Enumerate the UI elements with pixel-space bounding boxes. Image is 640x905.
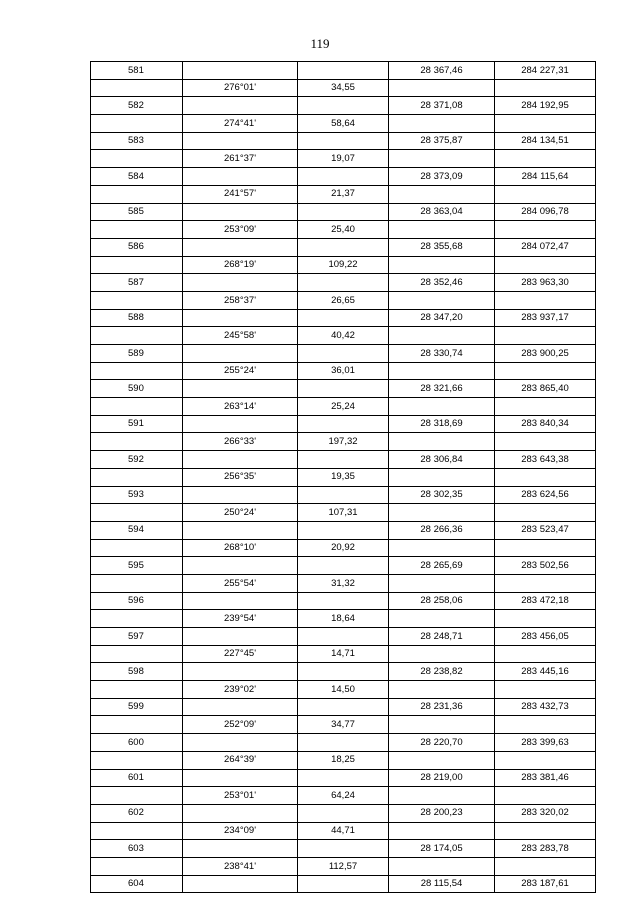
point-number: 590	[91, 380, 183, 398]
y-coordinate: 283 937,17	[495, 309, 596, 327]
y-coordinate: 283 502,56	[495, 557, 596, 575]
segment-row	[91, 79, 596, 97]
y-coordinate: 283 472,18	[495, 592, 596, 610]
point-number: 587	[91, 274, 183, 292]
empty-x-cell	[389, 645, 495, 663]
empty-length-cell	[298, 274, 389, 292]
y-coordinate: 283 963,30	[495, 274, 596, 292]
x-coordinate: 28 115,54	[389, 875, 495, 893]
empty-y-cell	[495, 291, 596, 309]
empty-point-cell	[91, 645, 183, 663]
empty-point-cell	[91, 185, 183, 203]
point-row	[91, 734, 596, 752]
empty-angle-cell	[183, 769, 298, 787]
segment-row	[91, 362, 596, 380]
empty-x-cell	[389, 504, 495, 522]
point-row	[91, 97, 596, 115]
segment-row	[91, 433, 596, 451]
empty-x-cell	[389, 539, 495, 557]
empty-length-cell	[298, 62, 389, 80]
empty-length-cell	[298, 769, 389, 787]
empty-length-cell	[298, 132, 389, 150]
y-coordinate: 283 399,63	[495, 734, 596, 752]
empty-length-cell	[298, 628, 389, 646]
empty-length-cell	[298, 168, 389, 186]
empty-x-cell	[389, 433, 495, 451]
x-coordinate: 28 174,05	[389, 840, 495, 858]
segment-length: 112,57	[298, 857, 389, 875]
empty-point-cell	[91, 539, 183, 557]
segment-row	[91, 574, 596, 592]
empty-length-cell	[298, 309, 389, 327]
segment-length: 18,64	[298, 610, 389, 628]
point-number: 591	[91, 415, 183, 433]
segment-row	[91, 185, 596, 203]
y-coordinate: 284 192,95	[495, 97, 596, 115]
segment-length: 25,40	[298, 221, 389, 239]
point-row	[91, 804, 596, 822]
empty-angle-cell	[183, 238, 298, 256]
direction-angle: 274°41'	[183, 115, 298, 133]
direction-angle: 276°01'	[183, 79, 298, 97]
point-number: 596	[91, 592, 183, 610]
direction-angle: 239°02'	[183, 681, 298, 699]
point-number: 582	[91, 97, 183, 115]
empty-x-cell	[389, 221, 495, 239]
x-coordinate: 28 373,09	[389, 168, 495, 186]
empty-angle-cell	[183, 557, 298, 575]
empty-angle-cell	[183, 875, 298, 893]
y-coordinate: 284 072,47	[495, 238, 596, 256]
point-number: 598	[91, 663, 183, 681]
x-coordinate: 28 219,00	[389, 769, 495, 787]
empty-x-cell	[389, 327, 495, 345]
x-coordinate: 28 231,36	[389, 698, 495, 716]
empty-angle-cell	[183, 840, 298, 858]
empty-length-cell	[298, 415, 389, 433]
empty-y-cell	[495, 256, 596, 274]
x-coordinate: 28 258,06	[389, 592, 495, 610]
empty-x-cell	[389, 256, 495, 274]
empty-y-cell	[495, 787, 596, 805]
empty-angle-cell	[183, 628, 298, 646]
segment-length: 34,77	[298, 716, 389, 734]
direction-angle: 234°09'	[183, 822, 298, 840]
empty-x-cell	[389, 574, 495, 592]
empty-y-cell	[495, 150, 596, 168]
direction-angle: 238°41'	[183, 857, 298, 875]
empty-x-cell	[389, 610, 495, 628]
empty-point-cell	[91, 716, 183, 734]
segment-row	[91, 256, 596, 274]
x-coordinate: 28 347,20	[389, 309, 495, 327]
coordinates-table-body	[91, 62, 596, 893]
point-row	[91, 274, 596, 292]
point-row	[91, 698, 596, 716]
x-coordinate: 28 266,36	[389, 521, 495, 539]
direction-angle: 253°01'	[183, 787, 298, 805]
x-coordinate: 28 306,84	[389, 451, 495, 469]
y-coordinate: 283 624,56	[495, 486, 596, 504]
x-coordinate: 28 321,66	[389, 380, 495, 398]
empty-point-cell	[91, 221, 183, 239]
y-coordinate: 283 840,34	[495, 415, 596, 433]
direction-angle: 241°57'	[183, 185, 298, 203]
point-number: 588	[91, 309, 183, 327]
empty-x-cell	[389, 79, 495, 97]
page-number: 119	[310, 36, 330, 51]
empty-y-cell	[495, 115, 596, 133]
segment-row	[91, 610, 596, 628]
y-coordinate: 283 445,16	[495, 663, 596, 681]
empty-point-cell	[91, 857, 183, 875]
empty-length-cell	[298, 345, 389, 363]
point-number: 597	[91, 628, 183, 646]
y-coordinate: 283 432,73	[495, 698, 596, 716]
y-coordinate: 283 523,47	[495, 521, 596, 539]
empty-point-cell	[91, 327, 183, 345]
direction-angle: 227°45'	[183, 645, 298, 663]
empty-x-cell	[389, 681, 495, 699]
point-row	[91, 309, 596, 327]
empty-y-cell	[495, 751, 596, 769]
empty-angle-cell	[183, 734, 298, 752]
segment-length: 40,42	[298, 327, 389, 345]
empty-point-cell	[91, 362, 183, 380]
point-number: 583	[91, 132, 183, 150]
point-row	[91, 769, 596, 787]
y-coordinate: 284 227,31	[495, 62, 596, 80]
segment-row	[91, 291, 596, 309]
empty-point-cell	[91, 79, 183, 97]
point-number: 586	[91, 238, 183, 256]
empty-y-cell	[495, 822, 596, 840]
y-coordinate: 283 320,02	[495, 804, 596, 822]
empty-angle-cell	[183, 592, 298, 610]
point-row	[91, 203, 596, 221]
x-coordinate: 28 367,46	[389, 62, 495, 80]
segment-row	[91, 645, 596, 663]
empty-x-cell	[389, 185, 495, 203]
point-row	[91, 628, 596, 646]
segment-row	[91, 398, 596, 416]
empty-angle-cell	[183, 486, 298, 504]
point-row	[91, 451, 596, 469]
empty-angle-cell	[183, 274, 298, 292]
segment-length: 21,37	[298, 185, 389, 203]
empty-length-cell	[298, 97, 389, 115]
segment-row	[91, 681, 596, 699]
point-row	[91, 238, 596, 256]
empty-length-cell	[298, 592, 389, 610]
x-coordinate: 28 352,46	[389, 274, 495, 292]
empty-y-cell	[495, 79, 596, 97]
point-row	[91, 132, 596, 150]
x-coordinate: 28 265,69	[389, 557, 495, 575]
empty-angle-cell	[183, 415, 298, 433]
direction-angle: 256°35'	[183, 468, 298, 486]
segment-row	[91, 504, 596, 522]
point-number: 585	[91, 203, 183, 221]
empty-y-cell	[495, 504, 596, 522]
segment-length: 109,22	[298, 256, 389, 274]
empty-angle-cell	[183, 168, 298, 186]
empty-angle-cell	[183, 663, 298, 681]
point-number: 589	[91, 345, 183, 363]
x-coordinate: 28 371,08	[389, 97, 495, 115]
point-number: 603	[91, 840, 183, 858]
empty-angle-cell	[183, 203, 298, 221]
point-row	[91, 380, 596, 398]
y-coordinate: 283 187,61	[495, 875, 596, 893]
point-number: 581	[91, 62, 183, 80]
empty-x-cell	[389, 291, 495, 309]
empty-y-cell	[495, 681, 596, 699]
point-row	[91, 62, 596, 80]
direction-angle: 253°09'	[183, 221, 298, 239]
point-row	[91, 486, 596, 504]
x-coordinate: 28 330,74	[389, 345, 495, 363]
segment-length: 58,64	[298, 115, 389, 133]
direction-angle: 261°37'	[183, 150, 298, 168]
empty-x-cell	[389, 822, 495, 840]
empty-x-cell	[389, 468, 495, 486]
segment-row	[91, 115, 596, 133]
empty-y-cell	[495, 398, 596, 416]
segment-row	[91, 221, 596, 239]
empty-angle-cell	[183, 451, 298, 469]
empty-y-cell	[495, 716, 596, 734]
empty-length-cell	[298, 203, 389, 221]
segment-length: 14,50	[298, 681, 389, 699]
empty-y-cell	[495, 468, 596, 486]
segment-row	[91, 716, 596, 734]
direction-angle: 255°24'	[183, 362, 298, 380]
empty-length-cell	[298, 380, 389, 398]
point-row	[91, 521, 596, 539]
empty-angle-cell	[183, 345, 298, 363]
empty-y-cell	[495, 221, 596, 239]
point-number: 601	[91, 769, 183, 787]
y-coordinate: 283 643,38	[495, 451, 596, 469]
coordinates-table	[90, 61, 596, 893]
empty-x-cell	[389, 751, 495, 769]
direction-angle: 255°54'	[183, 574, 298, 592]
x-coordinate: 28 200,23	[389, 804, 495, 822]
empty-angle-cell	[183, 309, 298, 327]
segment-length: 107,31	[298, 504, 389, 522]
segment-length: 25,24	[298, 398, 389, 416]
empty-x-cell	[389, 787, 495, 805]
empty-angle-cell	[183, 97, 298, 115]
empty-point-cell	[91, 681, 183, 699]
point-number: 594	[91, 521, 183, 539]
empty-x-cell	[389, 398, 495, 416]
x-coordinate: 28 363,04	[389, 203, 495, 221]
empty-angle-cell	[183, 132, 298, 150]
point-row	[91, 875, 596, 893]
point-row	[91, 840, 596, 858]
empty-x-cell	[389, 150, 495, 168]
point-row	[91, 557, 596, 575]
segment-length: 34,55	[298, 79, 389, 97]
empty-y-cell	[495, 645, 596, 663]
empty-angle-cell	[183, 521, 298, 539]
segment-length: 19,35	[298, 468, 389, 486]
point-number: 602	[91, 804, 183, 822]
point-row	[91, 345, 596, 363]
y-coordinate: 283 283,78	[495, 840, 596, 858]
segment-row	[91, 539, 596, 557]
segment-row	[91, 468, 596, 486]
x-coordinate: 28 238,82	[389, 663, 495, 681]
empty-y-cell	[495, 327, 596, 345]
empty-point-cell	[91, 504, 183, 522]
empty-point-cell	[91, 150, 183, 168]
direction-angle: 268°10'	[183, 539, 298, 557]
empty-angle-cell	[183, 804, 298, 822]
segment-length: 197,32	[298, 433, 389, 451]
empty-angle-cell	[183, 380, 298, 398]
y-coordinate: 284 096,78	[495, 203, 596, 221]
x-coordinate: 28 302,35	[389, 486, 495, 504]
point-row	[91, 592, 596, 610]
y-coordinate: 283 865,40	[495, 380, 596, 398]
segment-row	[91, 822, 596, 840]
x-coordinate: 28 375,87	[389, 132, 495, 150]
empty-length-cell	[298, 521, 389, 539]
point-row	[91, 663, 596, 681]
direction-angle: 268°19'	[183, 256, 298, 274]
segment-length: 18,25	[298, 751, 389, 769]
empty-point-cell	[91, 291, 183, 309]
empty-point-cell	[91, 433, 183, 451]
empty-length-cell	[298, 840, 389, 858]
segment-row	[91, 150, 596, 168]
point-number: 593	[91, 486, 183, 504]
point-number: 584	[91, 168, 183, 186]
empty-angle-cell	[183, 62, 298, 80]
segment-length: 14,71	[298, 645, 389, 663]
point-row	[91, 415, 596, 433]
empty-length-cell	[298, 698, 389, 716]
segment-length: 44,71	[298, 822, 389, 840]
segment-length: 31,32	[298, 574, 389, 592]
point-number: 595	[91, 557, 183, 575]
empty-y-cell	[495, 433, 596, 451]
point-row	[91, 168, 596, 186]
empty-y-cell	[495, 362, 596, 380]
direction-angle: 258°37'	[183, 291, 298, 309]
point-number: 600	[91, 734, 183, 752]
direction-angle: 264°39'	[183, 751, 298, 769]
segment-length: 26,65	[298, 291, 389, 309]
empty-length-cell	[298, 804, 389, 822]
empty-length-cell	[298, 238, 389, 256]
segment-row	[91, 857, 596, 875]
x-coordinate: 28 318,69	[389, 415, 495, 433]
segment-row	[91, 327, 596, 345]
empty-y-cell	[495, 574, 596, 592]
segment-length: 20,92	[298, 539, 389, 557]
empty-y-cell	[495, 857, 596, 875]
segment-row	[91, 751, 596, 769]
empty-x-cell	[389, 716, 495, 734]
segment-length: 36,01	[298, 362, 389, 380]
y-coordinate: 284 115,64	[495, 168, 596, 186]
empty-point-cell	[91, 787, 183, 805]
empty-point-cell	[91, 256, 183, 274]
point-number: 592	[91, 451, 183, 469]
empty-point-cell	[91, 751, 183, 769]
x-coordinate: 28 355,68	[389, 238, 495, 256]
empty-length-cell	[298, 451, 389, 469]
empty-point-cell	[91, 398, 183, 416]
empty-point-cell	[91, 610, 183, 628]
empty-length-cell	[298, 557, 389, 575]
y-coordinate: 283 900,25	[495, 345, 596, 363]
empty-x-cell	[389, 857, 495, 875]
segment-length: 64,24	[298, 787, 389, 805]
y-coordinate: 283 456,05	[495, 628, 596, 646]
direction-angle: 245°58'	[183, 327, 298, 345]
empty-point-cell	[91, 468, 183, 486]
x-coordinate: 28 248,71	[389, 628, 495, 646]
direction-angle: 263°14'	[183, 398, 298, 416]
point-number: 604	[91, 875, 183, 893]
empty-length-cell	[298, 663, 389, 681]
direction-angle: 252°09'	[183, 716, 298, 734]
empty-x-cell	[389, 115, 495, 133]
y-coordinate: 283 381,46	[495, 769, 596, 787]
x-coordinate: 28 220,70	[389, 734, 495, 752]
empty-length-cell	[298, 875, 389, 893]
direction-angle: 250°24'	[183, 504, 298, 522]
y-coordinate: 284 134,51	[495, 132, 596, 150]
empty-length-cell	[298, 486, 389, 504]
segment-length: 19,07	[298, 150, 389, 168]
empty-point-cell	[91, 115, 183, 133]
empty-point-cell	[91, 822, 183, 840]
empty-point-cell	[91, 574, 183, 592]
empty-length-cell	[298, 734, 389, 752]
empty-angle-cell	[183, 698, 298, 716]
direction-angle: 239°54'	[183, 610, 298, 628]
empty-y-cell	[495, 610, 596, 628]
segment-row	[91, 787, 596, 805]
direction-angle: 266°33'	[183, 433, 298, 451]
empty-y-cell	[495, 185, 596, 203]
empty-x-cell	[389, 362, 495, 380]
empty-y-cell	[495, 539, 596, 557]
point-number: 599	[91, 698, 183, 716]
